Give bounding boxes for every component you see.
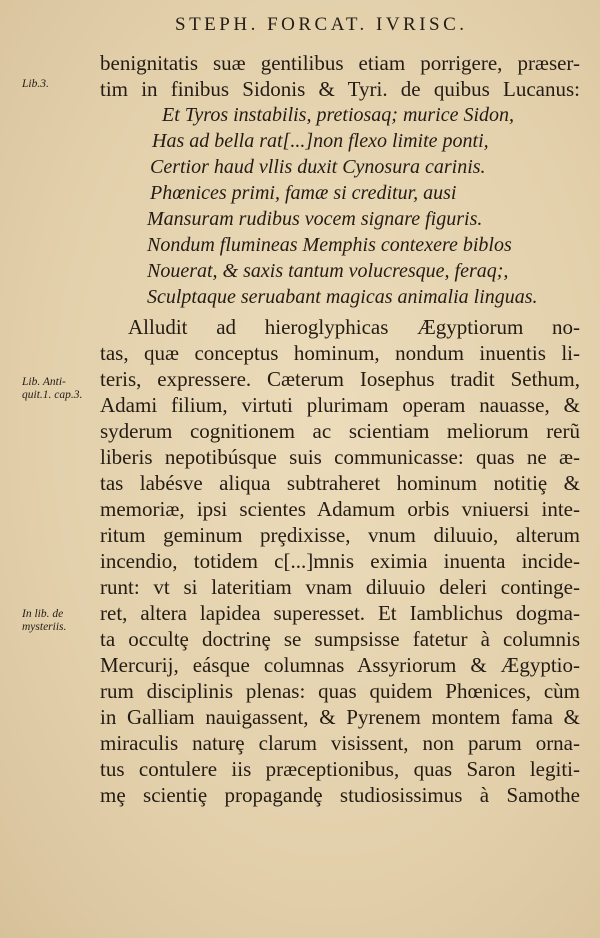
verse-line: Et Tyros instabilis, pretiosaq; murice Sidon,	[162, 104, 515, 126]
text-line: teris, expressere. Cæterum Iosephus tradit Sethum,	[100, 367, 580, 391]
text-line: Adami filium, virtuti plurimam operam nauasse, &	[100, 393, 580, 417]
verse-line: Phœnices primi, famæ si creditur, ausi	[150, 182, 457, 204]
text-line: Mercurij, eásque columnas Assyriorum & Ægyptio-	[100, 653, 580, 677]
text-line: tim in finibus Sidonis & Tyri. de quibus Lucanus:	[100, 77, 580, 101]
text-line: miraculis naturȩ clarum visissent, non parum orna-	[100, 731, 580, 755]
text-line: tus contulere iis præceptionibus, quas Saron legiti-	[100, 757, 580, 781]
text-line: ta occultȩ doctrinȩ se sumpsisse fatetur à columnis	[100, 627, 580, 651]
text-line: Alludit ad hieroglyphicas Ægyptiorum no-	[128, 315, 580, 339]
text-line: ret, altera lapidea superesset. Et Iamblichus dogma-	[100, 601, 580, 625]
text-line: incendio, totidem c[...]mnis eximia inuenta incide-	[100, 549, 580, 573]
running-head: STEPH. FORCAT. IVRISC.	[175, 14, 468, 35]
text-line: rum disciplinis plenas: quas quidem Phœnices, cùm	[100, 679, 580, 703]
text-line: tas labésve aliqua subtraheret hominum notitiȩ &	[100, 471, 580, 495]
verse-line: Certior haud vllis duxit Cynosura carinis.	[150, 156, 486, 178]
verse-line: Sculptaque seruabant magicas animalia linguas.	[147, 286, 538, 308]
text-line: liberis nepotibúsque suis communicasse: quas ne æ-	[100, 445, 580, 469]
text-line: benignitatis suæ gentilibus etiam porrigere, præser-	[100, 51, 580, 75]
verse-line: Nouerat, & saxis tantum volucresque, feraq;,	[147, 260, 509, 282]
verse-line: Nondum flumineas Memphis contexere biblos	[147, 234, 512, 256]
verse-line: Has ad bella rat[...]non flexo limite ponti,	[152, 130, 489, 152]
verse-line: Mansuram rudibus vocem signare figuris.	[147, 208, 483, 230]
margin-note: Lib. Anti- quit.1. cap.3.	[22, 376, 83, 401]
text-line: tas, quæ conceptus hominum, nondum inuentis li-	[100, 341, 580, 365]
margin-note: Lib.3.	[22, 78, 49, 90]
text-line: syderum cognitionem ac scientiam meliorum rerũ	[100, 419, 580, 443]
margin-note: In lib. de mysteriis.	[22, 608, 67, 633]
text-line: ritum geminum prȩdixisse, vnum diluuio, alterum	[100, 523, 580, 547]
text-line: mȩ scientiȩ propagandȩ studiosissimus à Samothe	[100, 783, 580, 807]
text-line: memoriæ, ipsi scientes Adamum orbis vniuersi inte-	[100, 497, 580, 521]
text-line: runt: vt si lateritiam vnam diluuio deleri continge-	[100, 575, 580, 599]
text-line: in Galliam nauigassent, & Pyrenem montem fama &	[100, 705, 580, 729]
